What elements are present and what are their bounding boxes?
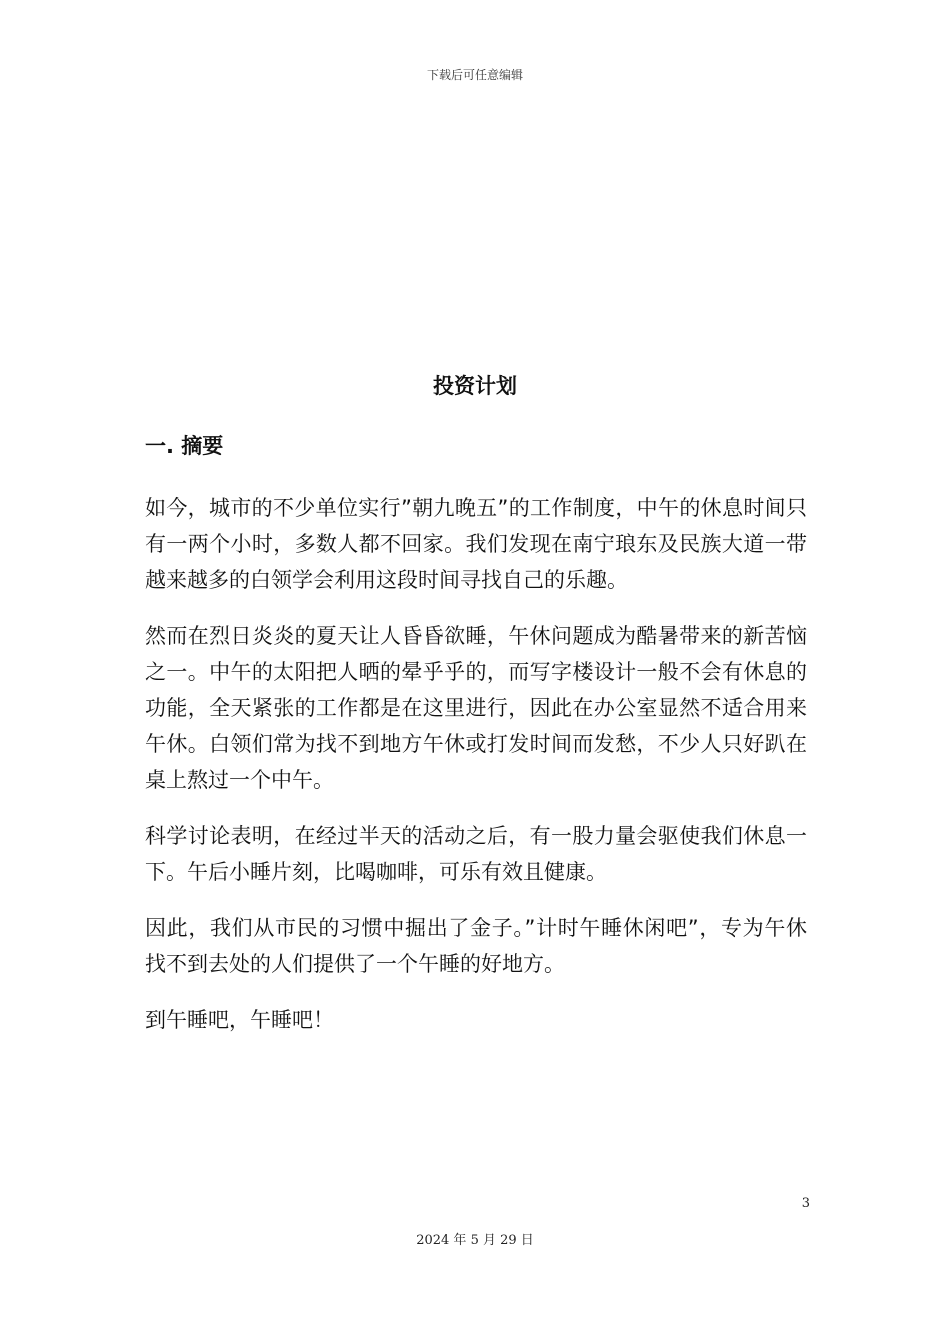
footer-date: 2024 年 5 月 29 日 (416, 1233, 534, 1248)
paragraph: 科学讨论表明，在经过半天的活动之后，有一股力量会驱使我们休息一下。午后小睡片刻，比喝咖啡，可乐有效且健康。 (145, 824, 807, 884)
header-note: 下载后可任意编辑 (426, 68, 523, 82)
document-title: 投资计划 (433, 374, 517, 398)
paragraph: 因此，我们从市民的习惯中掘出了金子。”计时午睡休闲吧”，专为午休找不到去处的人们提供了一个午睡的好地方。 (145, 916, 807, 976)
page-number: 3 (801, 1196, 810, 1211)
paragraph: 如今，城市的不少单位实行”朝九晚五”的工作制度，中午的休息时间只有一两个小时，多数人都不回家。我们发现在南宁琅东及民族大道一带越来越多的白领学会利用这段时间寻找自己的乐趣。 (145, 496, 807, 592)
section-heading-summary: 一. 摘要 (145, 434, 224, 458)
paragraph: 然而在烈日炎炎的夏天让人昏昏欲睡，午休问题成为酷暑带来的新苦恼之一。中午的太阳把人晒的晕乎乎的，而写字楼设计一般不会有休息的功能，全天紧张的工作都是在这里进行，因此在办公室显然不适合用来午休。白领们常为找不到地方午休或打发时间而发愁，不少人只好趴在桌上熬过一个中午。 (145, 624, 807, 792)
body-text (145, 490, 807, 1058)
paragraph: 到午睡吧，午睡吧！ (145, 1008, 334, 1032)
